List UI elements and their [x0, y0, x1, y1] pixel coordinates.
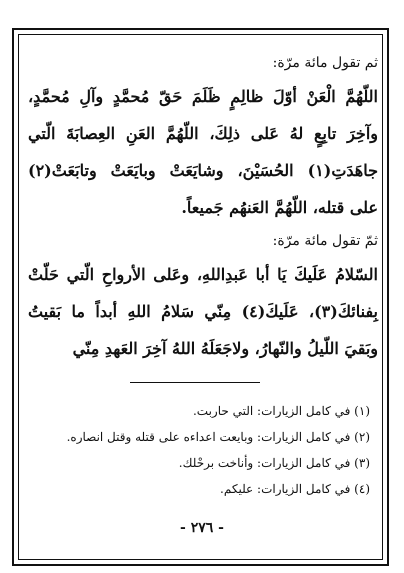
page-number: - ٢٧٦ - [180, 520, 224, 536]
supplication-paragraph-2: السّلامُ عَلَيكَ يَا أبا عَبدِاللهِ، وعَلى الأرواحِ الّتي حَلّتْ بِفنائكَ(٣)، عَلَيكَ(٤) مِنّي سَلامُ اللهِ أبداً ما بَقيتُ وبَقيَ اللّيلُ والنّهارُ، ولاجَعَلَهُ اللهُ آخِرَ العَهدِ مِنّي [28, 265, 379, 358]
footnote-2: (٢) في كامل الزيارات: وبايعت اعداءه على قتله وقتل انصاره. [66, 430, 370, 444]
instruction-heading-1: ثم تقول مائة مرّة: [272, 55, 378, 71]
main-text [28, 54, 378, 367]
supplication-paragraph-1: اللّهُمَّ الْعَنْ أوّلَ ظالِمٍ ظَلَمَ حَقّ مُحمَّدٍ وآلِ مُحمَّدٍ، وآخِرَ تابِعٍ لهُ عَلى ذلِكَ، اللّهُمَّ العَنِ العِصابَةَ الّتي جاهَدَتِ(١) الحُسَيْنَ، وشايَعَتْ وبايَعَتْ وتابَعَتْ(٢) على قتله، اللّهُمَّ العَنهُم جَميعاً. [28, 87, 378, 217]
footnote-1: (١) في كامل الزيارات: التي حاربت. [192, 404, 370, 418]
footnote-divider [130, 382, 260, 383]
footnotes [28, 398, 370, 502]
footnote-4: (٤) في كامل الزيارات: عليكم. [220, 482, 370, 496]
footnote-3: (٣) في كامل الزيارات: وأناخت برحْلك. [178, 456, 370, 470]
instruction-heading-2: ثمّ تقول مائة مرّة: [272, 233, 378, 249]
